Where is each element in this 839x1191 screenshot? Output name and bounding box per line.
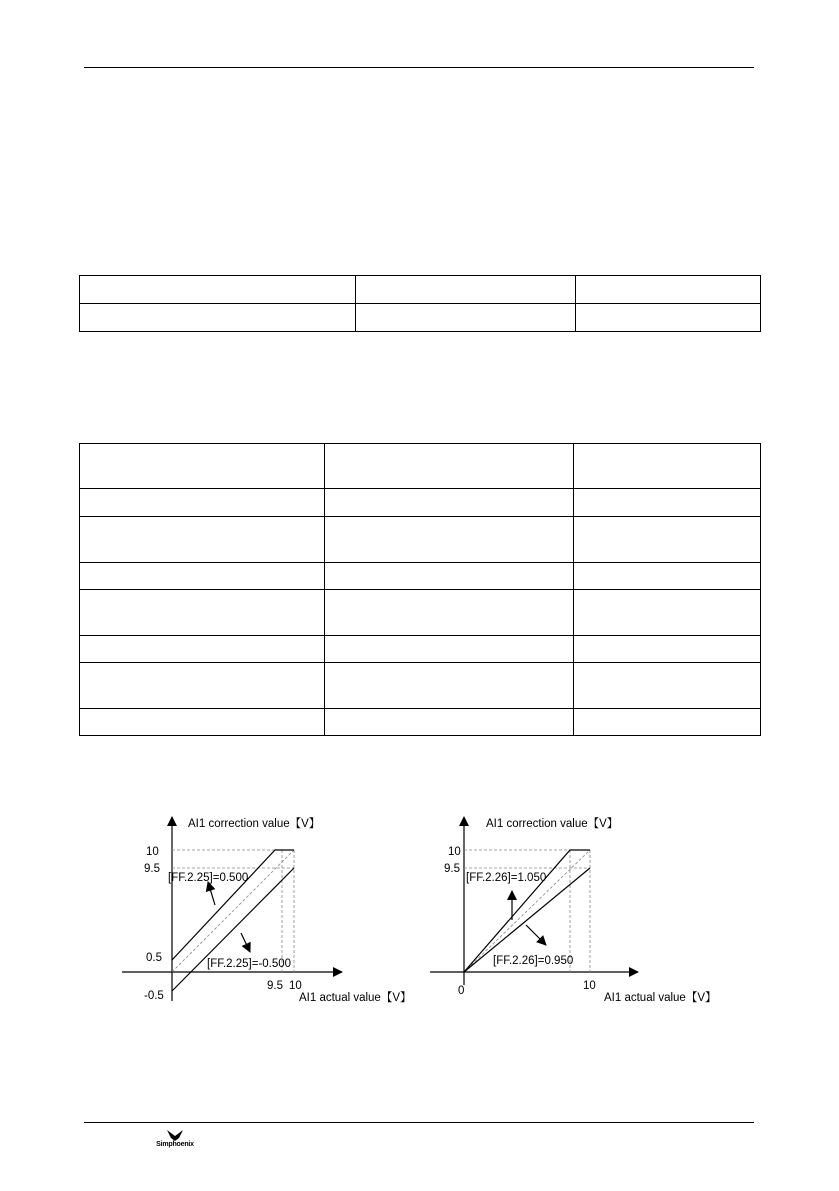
table-row	[80, 590, 761, 636]
table-row	[80, 709, 761, 736]
y-tick-label: 10	[146, 846, 159, 858]
y-tick-label: -0.5	[144, 990, 164, 1002]
table-cell	[574, 636, 761, 663]
table-cell	[80, 276, 356, 304]
table-cell	[574, 563, 761, 590]
gain-correction-chart	[420, 805, 730, 1020]
table-cell	[325, 590, 574, 636]
series-label: [FF.2.25]=0.500	[168, 872, 249, 884]
y-axis-label: AI1 correction value【V】	[188, 818, 321, 830]
x-axis-label: AI1 actual value【V】	[299, 992, 412, 1004]
table-row	[80, 444, 761, 489]
table-cell	[80, 709, 325, 736]
logo-text: Simphoenix	[156, 1141, 194, 1148]
table-cell	[574, 489, 761, 517]
series-label: [FF.2.26]=1.050	[466, 872, 547, 884]
y-tick-label: 9.5	[144, 863, 160, 875]
offset-correction-chart	[110, 805, 430, 1020]
table-cell	[574, 709, 761, 736]
table-cell	[325, 636, 574, 663]
table-cell	[574, 517, 761, 563]
table-cell	[356, 304, 576, 332]
series-line-positive-offset	[172, 850, 294, 960]
table-cell	[574, 444, 761, 489]
x-tick-label: 9.5	[267, 980, 283, 992]
table-cell	[356, 276, 576, 304]
table-cell	[80, 590, 325, 636]
table-row	[80, 276, 761, 304]
header-divider	[84, 67, 754, 68]
parameter-table-1	[79, 275, 761, 332]
annotation-arrow	[208, 882, 215, 905]
y-tick-label: 9.5	[444, 863, 460, 875]
table-cell	[325, 489, 574, 517]
phoenix-icon	[145, 1128, 205, 1142]
table-cell	[574, 590, 761, 636]
table-cell	[576, 276, 761, 304]
x-tick-label: 10	[289, 980, 302, 992]
x-tick-label: 0	[458, 985, 465, 997]
table-cell	[80, 444, 325, 489]
table-row	[80, 636, 761, 663]
x-axis-label: AI1 actual value【V】	[604, 992, 717, 1004]
table-cell	[325, 517, 574, 563]
table-cell	[325, 444, 574, 489]
table-cell	[80, 663, 325, 709]
footer-divider	[84, 1122, 754, 1123]
table-cell	[80, 563, 325, 590]
y-tick-label: 10	[448, 846, 461, 858]
y-tick-label: 0.5	[146, 952, 162, 964]
table-cell	[325, 563, 574, 590]
table-cell	[576, 304, 761, 332]
company-logo	[145, 1128, 205, 1152]
y-axis-label: AI1 correction value【V】	[486, 818, 619, 830]
table-cell	[80, 517, 325, 563]
table-cell	[325, 709, 574, 736]
series-label: [FF.2.26]=0.950	[493, 955, 574, 967]
table-cell	[80, 636, 325, 663]
table-row	[80, 489, 761, 517]
table-cell	[325, 663, 574, 709]
table-row	[80, 304, 761, 332]
table-row	[80, 517, 761, 563]
table-row	[80, 563, 761, 590]
table-cell	[80, 304, 356, 332]
table-cell	[80, 489, 325, 517]
series-label: [FF.2.25]=-0.500	[207, 958, 292, 970]
table-row	[80, 663, 761, 709]
parameter-table-2	[79, 443, 761, 736]
annotation-arrow	[241, 933, 250, 952]
annotation-arrow	[526, 925, 546, 945]
x-tick-label: 10	[583, 980, 596, 992]
table-cell	[574, 663, 761, 709]
